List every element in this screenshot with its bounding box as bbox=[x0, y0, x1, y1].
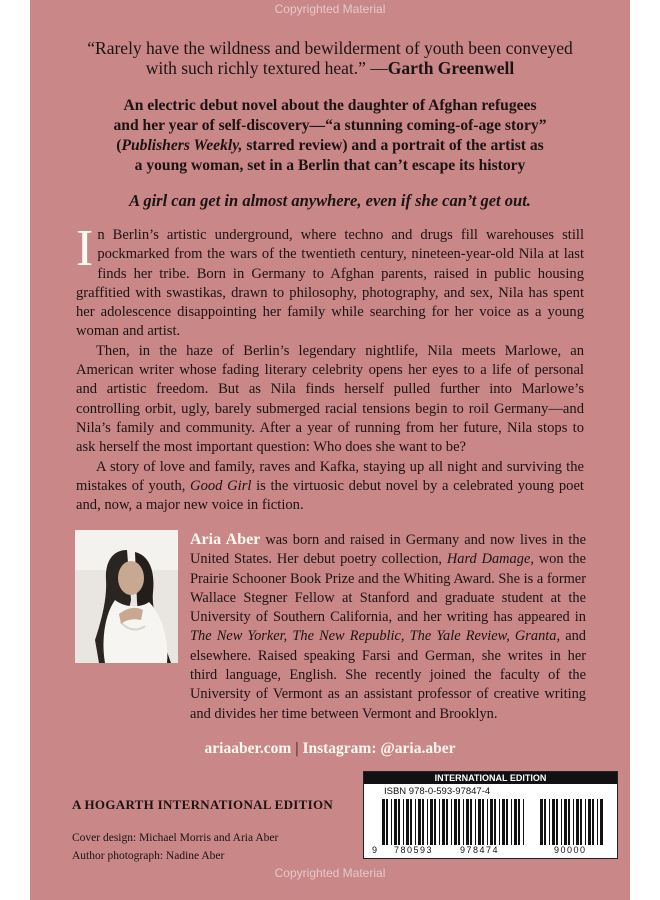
blurb-line-2: and her year of self-discovery—“a stunning coming-of-age story” bbox=[113, 117, 547, 134]
instagram-handle: Instagram: @aria.aber bbox=[302, 740, 456, 757]
book-title: Good Girl bbox=[190, 477, 252, 494]
blurb-line-4: a young woman, set in a Berlin that can’t escape its history bbox=[134, 157, 526, 174]
author-bio-part-1: was born and raised in Germany and now lives in the United States. Her debut poetry collection, bbox=[190, 532, 586, 568]
barcode-price-code: 90000 bbox=[554, 845, 587, 855]
book-blurb bbox=[66, 96, 594, 176]
description-p3-start: A story of love and family, raves and Kafka, staying up all night and surviving the mistakes of youth, bbox=[76, 458, 584, 494]
credits bbox=[72, 829, 278, 865]
links-separator: | bbox=[295, 740, 299, 757]
author-bio bbox=[190, 530, 586, 724]
quote-text: “Rarely have the wildness and bewilderment of youth been conveyed with such richly textured heat.” — bbox=[87, 38, 573, 78]
author-photo-credit: Author photograph: Nadine Aber bbox=[72, 850, 225, 862]
isbn-text: ISBN 978-0-593-97847-4 bbox=[384, 786, 491, 797]
drop-cap: I bbox=[76, 220, 94, 277]
watermark-top: Copyrighted Material bbox=[274, 2, 386, 16]
barcode-header: INTERNATIONAL EDITION bbox=[364, 772, 617, 784]
blurb-line-1: An electric debut novel about the daughter of Afghan refugees bbox=[123, 97, 537, 114]
author-photo-image bbox=[75, 530, 178, 663]
description-paragraph-1 bbox=[76, 220, 584, 342]
barcode-digits-left: 780593 bbox=[394, 845, 434, 855]
description-paragraph-3 bbox=[76, 458, 584, 516]
endorsement-quote bbox=[70, 38, 590, 78]
edition-label: A HOGARTH INTERNATIONAL EDITION bbox=[72, 797, 334, 812]
barcode-digit-first: 9 bbox=[372, 845, 378, 855]
cover-design-credit: Cover design: Michael Morris and Aria Aber bbox=[72, 832, 279, 844]
watermark-bottom: Copyrighted Material bbox=[274, 866, 386, 880]
author-name: Aria Aber bbox=[190, 531, 261, 548]
author-photo bbox=[75, 530, 178, 663]
author-links bbox=[76, 740, 584, 758]
book-description bbox=[76, 220, 584, 515]
author-bio-part-2: won the Prairie Schooner Book Prize and the Whiting Award. She is a former Wallace Stegner Fellow at Stanford and graduate student at the University of Southern California, and her writing has appeared in bbox=[190, 551, 586, 626]
website-link: ariaaber.com bbox=[204, 740, 292, 757]
description-paragraph-2: Then, in the haze of Berlin’s legendary nightlife, Nila meets Marlowe, an American writer whose fading literary celebrity opens her eyes to a life of personal and artistic freedom. But as Nila finds herself pulled further into Marlowe’s controlling orbit, ugly, barely submerged racial tensions begin to roil Germany—and Nila’s family and community. After a year of running from her future, Nila stops to ask herself the most important question: Who does she want to be? bbox=[76, 342, 584, 456]
blurb-line-3-rest: starred review) and a portrait of the artist as bbox=[242, 137, 544, 154]
blurb-line-3: (Publishers Weekly, starred review) and a portrait of the artist as bbox=[116, 137, 544, 154]
tagline: A girl can get in almost anywhere, even if she can’t get out. bbox=[129, 191, 531, 210]
author-publications: The New Yorker, The New Republic, The Yale Review, Granta, bbox=[190, 628, 561, 645]
back-cover bbox=[30, 0, 630, 900]
barcode-label bbox=[363, 771, 618, 859]
barcode-digits-right: 978474 bbox=[460, 845, 500, 855]
blurb-publication: Publishers Weekly, bbox=[121, 137, 243, 154]
description-p1-text: n Berlin’s artistic underground, where techno and drugs fill warehouses still pockmarked from the wars of the twentieth century, nineteen-year-old Nila at last finds her tribe. Born in Germany to Afghan parents, raised in public housing graffitied with swastikas, drawn to philosophy, photography, and sex, Nila has spent her adolescence disappointing her family while searching for her voice as a young woman and artist. bbox=[76, 227, 584, 340]
description-p3-end: is the virtuosic debut novel by a celebrated young poet and, now, a major new voice in fiction. bbox=[76, 477, 584, 514]
author-bio-part-3: and elsewhere. Raised speaking Farsi and German, she writes in her third language, English. She recently joined the faculty of the University of Vermont as an assistant professor of creative writing and divides her time between Vermont and Brooklyn. bbox=[190, 628, 586, 722]
quote-attribution: Garth Greenwell bbox=[387, 58, 515, 78]
author-book-title: Hard Damage, bbox=[446, 551, 534, 568]
